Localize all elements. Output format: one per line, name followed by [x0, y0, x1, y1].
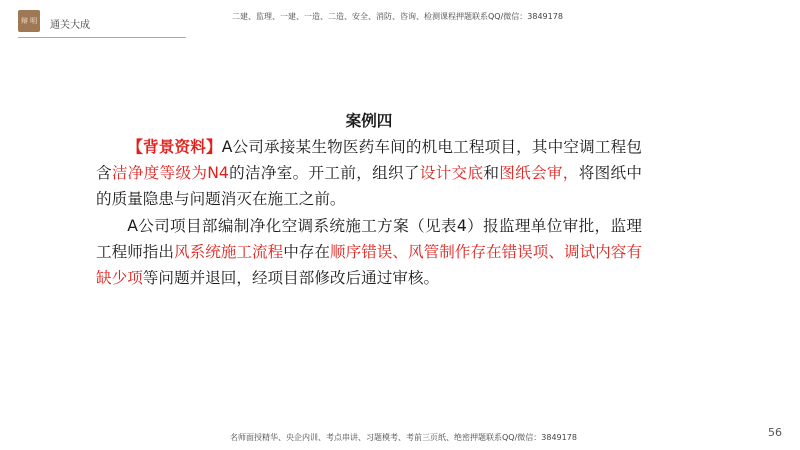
slide-content [96, 110, 642, 291]
paragraph-text: 等问题并退回，经项目部修改后通过审核。 [142, 269, 440, 288]
header-divider [18, 37, 186, 38]
background-paragraph [96, 134, 642, 213]
highlight-text: 图纸会审， [499, 164, 579, 183]
page-number: 56 [768, 426, 782, 439]
header-contact-notice: 二建、监理、一建、一造、二造、安全、消防、咨询、检测课程押题联系QQ/微信：3849178 [232, 12, 563, 21]
paragraph-text: A公司承接某生物医药车间的机电工程项目，其中空调工程包含 [96, 138, 642, 183]
paragraph-text: 的洁净室。开工前，组织了 [228, 164, 420, 183]
highlight-text: 设计交底 [419, 164, 484, 183]
highlight-text: 顺序错误、风管制作存在错误项、调试内容有缺少项 [96, 242, 642, 288]
paragraph-text: 将图纸中的质量隐患与问题消灭在施工之前。 [96, 164, 642, 209]
highlight-text: 风系统施工流程 [174, 242, 284, 261]
brand-logo: 辩 明 [18, 10, 40, 32]
scheme-paragraph [96, 213, 642, 292]
paragraph-text: 中存在 [283, 242, 330, 261]
paragraph-text: A公司项目部编制净化空调系统施工方案（见表4）报监理单位审批，监理工程师指出 [96, 216, 642, 261]
highlight-text: 洁净度等级为N4 [111, 164, 229, 183]
paragraph-text: 和 [483, 164, 500, 183]
background-label: 【背景资料】 [127, 138, 222, 156]
case-title: 案例四 [345, 112, 393, 130]
brand-name: 通关大成 [50, 20, 90, 31]
footer-contact-notice: 名师面授精华、央企内训、考点串讲、习题模考、考前三页纸、绝密押题联系QQ/微信：3849178 [230, 433, 577, 442]
